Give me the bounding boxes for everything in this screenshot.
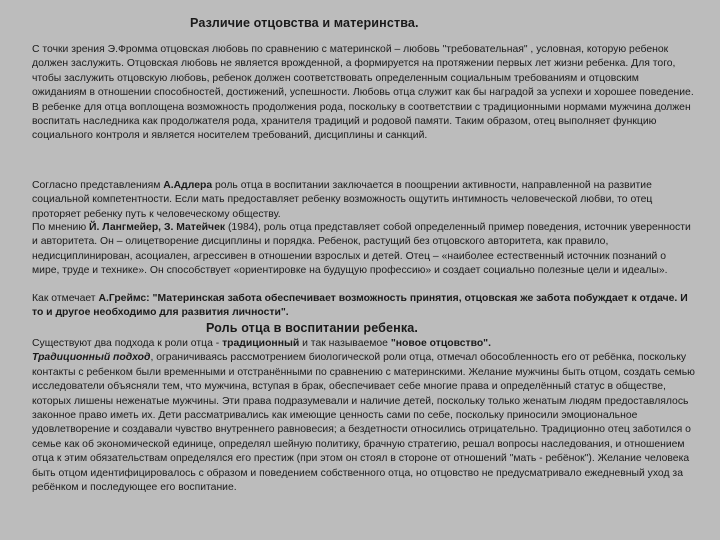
greims-pre: Как отмечает xyxy=(32,293,99,304)
langmeier-names: Й. Лангмейер, З. Матейчек xyxy=(89,222,226,233)
langmeier-pre: По мнению xyxy=(32,222,90,233)
greims-name: А.Греймс xyxy=(98,293,147,304)
greims-quote: : "Материнская забота обеспечивает возможность принятия, отцовская же забота побуждает к отдаче. И то и другое необходимо для развития личности". xyxy=(32,293,688,319)
adler-post: роль отца в воспитании заключается в поощрении активности, направленной на развитие социальной компетентности. Если мать предоставляет ребенку возможность ощутить интимность человеческой любви, то отец проторяет ребенку путь к человеческому обществу. xyxy=(32,180,653,220)
paragraph-fromm: С точки зрения Э.Фромма отцовская любовь по сравнению с материнской – любовь "требовательная" , условная, которую ребенок должен заслужить. Отцовская любовь не является врожденной, а формируется на протяжении первых лет жизни ребенка. Для того, чтобы заслужить отцовскую любовь, ребенок должен соответствовать определенным социальным требованиям и отцовским ожиданиям в отношении способностей, достижений, успешности. Любовь отца служит как бы наградой за успехи и хорошее поведение. В ребенке для отца воплощена возможность продолжения рода, поскольку в соответствии с традиционными нормами мужчина должен воспитать наследника как продолжателя рода, хранителя традиций и родовой памяти. Таким образом, отец выполняет функцию социального контроля и является носителем требований, дисциплины и санкций. xyxy=(32,44,694,142)
langmeier-post: (1984), роль отца представляет собой определенный пример поведения, источник уверенности и авторитета. Он – олицетворение дисциплины и порядка. Ребенок, растущий без отцовского авторитета, как правило, недисциплинирован, асоциален, агрессивен в отношении взрослых и детей. Отец – «наиболее естественный источник познаний о мире, труде и технике». Он способствует «ориентировке на будущую профессию» и создает социально полезные цели и идеалы». xyxy=(32,222,691,277)
adler-name: А.Адлера xyxy=(163,180,213,191)
approach-traditional: традиционный xyxy=(222,338,300,349)
approaches-mid: и так называемое xyxy=(299,338,391,349)
paragraph-approaches xyxy=(32,337,696,495)
paragraph-adler xyxy=(32,179,696,222)
approaches-pre: Существуют два подхода к роли отца - xyxy=(32,338,223,349)
adler-pre: Согласно представлениям xyxy=(32,180,164,191)
paragraph-langmeier xyxy=(32,221,696,279)
approaches-body: , ограничиваясь рассмотрением биологической роли отца, отмечал обособленность его от ребёнка, поскольку контакты с ребенком были временными и отстранёнными по сравнению с материнскими. Желание мужчины быть отцом, создать семью исследователи объясняли тем, что мужчина, вступая в брак, обеспечивает себе многие права и определённый статус в обществе, которых лишены неженатые мужчины. Эти права подразумевали и наличие детей, поскольку только женатым людям предоставлялось законное право иметь их. Дети рассматривались как имеющие ценность сами по себе, поскольку приносили эмоциональное удовлетворение и создавали чувство внутреннего равновесия; а бездетности относились отрицательно. Традиционно отец заботился о семье как об экономической единице, определял шейную политику, брачную стратегию, решал вопросы наследования, и отношением отца к этим обязательствам определялся его престиж (при этом он стоял в стороне от отношений "мать - ребёнок"). Желание человека быть отцом идентифицировалось с образом и поведением собственного отца, но отцовство не предусматривало ежедневный уход за ребёнком и последующее его воспитание. xyxy=(32,352,695,494)
page-title: Различие отцовства и материнства. xyxy=(190,16,419,30)
approach-new-fatherhood: "новое отцовство". xyxy=(390,338,491,349)
paragraph-greims xyxy=(32,292,696,321)
section-subtitle: Роль отца в воспитании ребенка. xyxy=(206,321,418,335)
traditional-approach-label: Традиционный подход xyxy=(32,352,151,364)
